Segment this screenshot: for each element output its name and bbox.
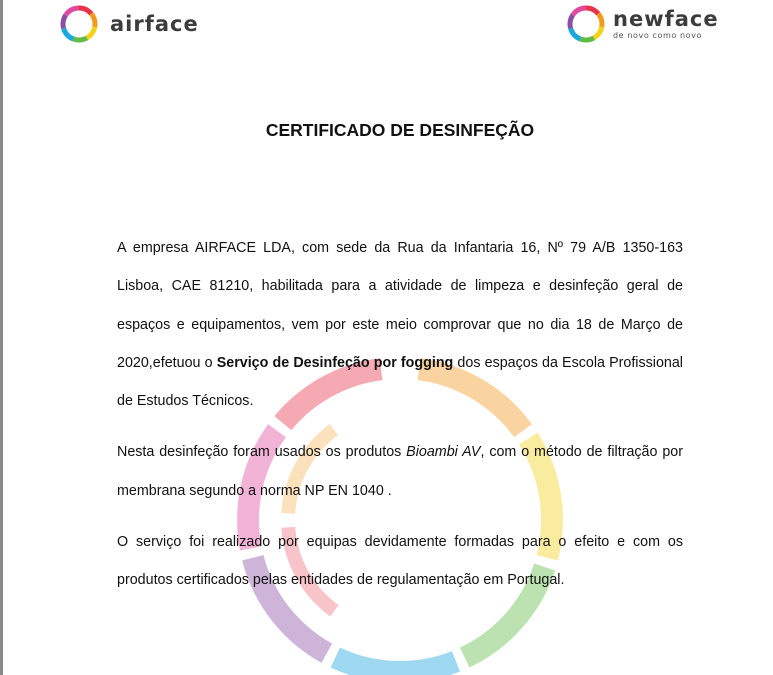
- newface-ring-icon: [565, 3, 607, 45]
- paragraph-company-service: [117, 229, 683, 420]
- paragraph-teams: O serviço foi realizado por equipas devidamente formadas para o efeito e com os produtos certificados pelas entidades de regulamentação em Portugal.: [117, 534, 683, 589]
- page-edge: [0, 0, 3, 675]
- newface-tagline: de novo como novo: [613, 31, 702, 40]
- product-name: Bioambi AV: [406, 444, 481, 461]
- paragraph-2-text-a: Nesta desinfeção foram usados os produtos: [117, 444, 407, 461]
- newface-logo: [565, 3, 719, 45]
- paragraph-products: [117, 433, 683, 510]
- airface-ring-icon: [58, 3, 100, 45]
- certificate-body: [117, 229, 683, 613]
- newface-brand-name: newface: [613, 7, 719, 31]
- paragraph-1-text-a: A empresa AIRFACE LDA, com sede da Rua da Infantaria 16, Nº 79 A/B 1350-163 Lisboa, CAE 81210, habilitada para a atividade de limpeza e desinfeção geral de espaços e equipamentos, vem por este meio comprovar que no dia 18 de Março de 2020,efetuou o: [117, 240, 683, 371]
- document-title: CERTIFICADO DE DESINFEÇÃO: [265, 120, 535, 140]
- airface-brand-name: airface: [110, 12, 199, 36]
- paragraph-2-text-b: , com o método de filtração por membrana segundo a norma NP EN 1040 .: [117, 444, 683, 499]
- newface-text-block: [613, 8, 719, 40]
- service-name: Serviço de Desinfeção por fogging: [216, 354, 454, 371]
- airface-logo: [58, 3, 199, 45]
- paragraph-1-text-b: dos espaços da Escola Profissional de Estudos Técnicos.: [117, 354, 683, 410]
